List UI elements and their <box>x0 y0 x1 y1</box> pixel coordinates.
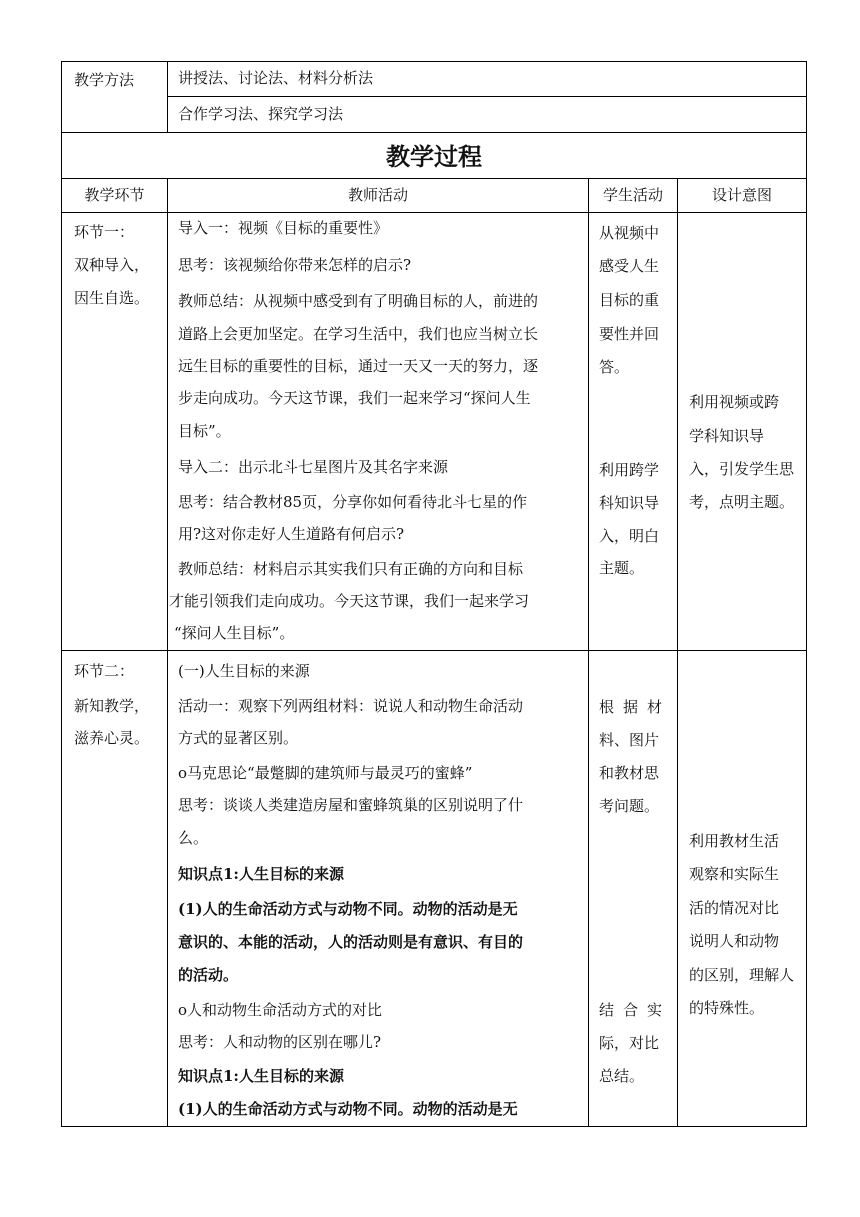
col-divider <box>167 178 168 1127</box>
section1-intent-line: 学科知识导 <box>689 427 765 445</box>
row-divider <box>61 132 807 133</box>
section2-name-line: 新知教学， <box>74 697 150 715</box>
section1-student-line: 利用跨学 <box>599 461 660 479</box>
section2-intent-line: 观察和实际生 <box>689 865 780 883</box>
method-label: 教学方法 <box>74 71 135 89</box>
section1-student-line: 主题。 <box>599 559 645 577</box>
section1-name-line: 双种导入， <box>74 256 150 274</box>
section2-teacher-line: 思考：人和动物的区别在哪儿? <box>178 1033 382 1051</box>
section2-student-line: 和教材思 <box>599 764 660 782</box>
header-student: 学生活动 <box>602 186 663 204</box>
section2-student-line: 际，对比 <box>599 1034 660 1052</box>
section2-teacher-line: 知识点1:人生目标的来源 <box>178 865 344 883</box>
section2-name-line: 滋养心灵。 <box>74 729 150 747</box>
method-line-1: 讲授法、讨论法、材料分析法 <box>178 69 374 87</box>
section1-intent-line: 入，引发学生思 <box>689 460 795 478</box>
section2-student-line: 总结。 <box>599 1067 645 1085</box>
section1-teacher-line: “探问人生目标”。 <box>174 624 295 642</box>
section2-student-line: 根据材 <box>599 698 672 716</box>
section2-teacher-line: (1)人的生命活动方式与动物不同。动物的活动是无 <box>178 1100 518 1118</box>
section2-intent-line: 的区别，理解人 <box>689 966 795 984</box>
section2-teacher-line: 方式的显著区别。 <box>178 729 299 747</box>
section2-student-line: 料、图片 <box>599 731 660 749</box>
section1-student-line: 入，明白 <box>599 527 660 545</box>
row-divider <box>61 212 807 213</box>
section2-intent-line: 的特殊性。 <box>689 999 765 1017</box>
section1-student-line: 目标的重 <box>599 291 660 309</box>
section2-teacher-line: (1)人的生命活动方式与动物不同。动物的活动是无 <box>178 900 518 918</box>
section1-student-line: 要性并回 <box>599 325 660 343</box>
section1-intent-line: 考，点明主题。 <box>689 493 795 511</box>
section1-name-line: 因生自选。 <box>74 289 150 307</box>
header-teacher: 教师活动 <box>347 186 408 204</box>
section2-intent-line: 说明人和动物 <box>689 932 780 950</box>
section1-teacher-line: 目标”。 <box>178 422 231 440</box>
section1-teacher-line: 远生目标的重要性的目标，通过一天又一天的努力，逐 <box>178 357 539 375</box>
section2-teacher-line: 思考：谈谈人类建造房屋和蜜蜂筑巢的区别说明了什 <box>178 796 524 814</box>
section1-student-line: 科知识导 <box>599 494 660 512</box>
header-section: 教学环节 <box>84 186 145 204</box>
section2-teacher-line: 么。 <box>178 829 209 847</box>
section1-teacher-line: 导入二：出示北斗七星图片及其名字来源 <box>178 458 449 476</box>
section2-intent-line: 利用教材生活 <box>689 832 780 850</box>
method-line-2: 合作学习法、探究学习法 <box>178 105 344 123</box>
section2-student-line: 考问题。 <box>599 797 660 815</box>
section1-teacher-line: 才能引领我们走向成功。今天这节课，我们一起来学习 <box>169 592 530 610</box>
section2-teacher-line: 知识点1:人生目标的来源 <box>178 1067 344 1085</box>
section1-teacher-line: 思考：结合教材85页，分享你如何看待北斗七星的作 <box>178 493 528 511</box>
section1-teacher-line: 步走向成功。今天这节课，我们一起来学习“探问人生 <box>178 389 531 407</box>
section1-name-line: 环节一： <box>74 223 135 241</box>
section1-student-line: 答。 <box>599 358 630 376</box>
section2-teacher-line: 意识的、本能的活动，人的活动则是有意识、有目的 <box>178 933 524 951</box>
section2-student-line: 结合实 <box>599 1001 672 1019</box>
section2-teacher-line: 的活动。 <box>178 966 239 984</box>
section1-student-line: 从视频中 <box>599 224 660 242</box>
section1-teacher-line: 导入一：视频《目标的重要性》 <box>178 219 389 237</box>
section1-teacher-line: 教师总结：材料启示其实我们只有正确的方向和目标 <box>178 560 524 578</box>
section2-teacher-line: o马克思论“最蹩脚的建筑师与最灵巧的蜜蜂” <box>178 764 473 782</box>
col-divider <box>167 61 168 132</box>
section2-teacher-line: o人和动物生命活动方式的对比 <box>178 1001 383 1019</box>
section1-teacher-line: 思考：该视频给你带来怎样的启示? <box>178 256 412 274</box>
row-divider <box>167 96 807 97</box>
section2-teacher-line: (一)人生目标的来源 <box>178 662 310 680</box>
section2-intent-line: 活的情况对比 <box>689 899 780 917</box>
section1-student-line: 感受人生 <box>599 257 660 275</box>
col-divider <box>677 178 678 1127</box>
process-title: 教学过程 <box>386 143 482 171</box>
section1-teacher-line: 道路上会更加坚定。在学习生活中，我们也应当树立长 <box>178 325 539 343</box>
section1-teacher-line: 教师总结：从视频中感受到有了明确目标的人，前进的 <box>178 292 539 310</box>
section1-intent-line: 利用视频或跨 <box>689 393 780 411</box>
row-divider <box>61 650 807 651</box>
section1-teacher-line: 用?这对你走好人生道路有何启示? <box>178 525 405 543</box>
section2-name-line: 环节二： <box>74 662 135 680</box>
header-intent: 设计意图 <box>711 186 772 204</box>
col-divider <box>588 178 589 1127</box>
section2-teacher-line: 活动一：观察下列两组材料：说说人和动物生命活动 <box>178 697 524 715</box>
